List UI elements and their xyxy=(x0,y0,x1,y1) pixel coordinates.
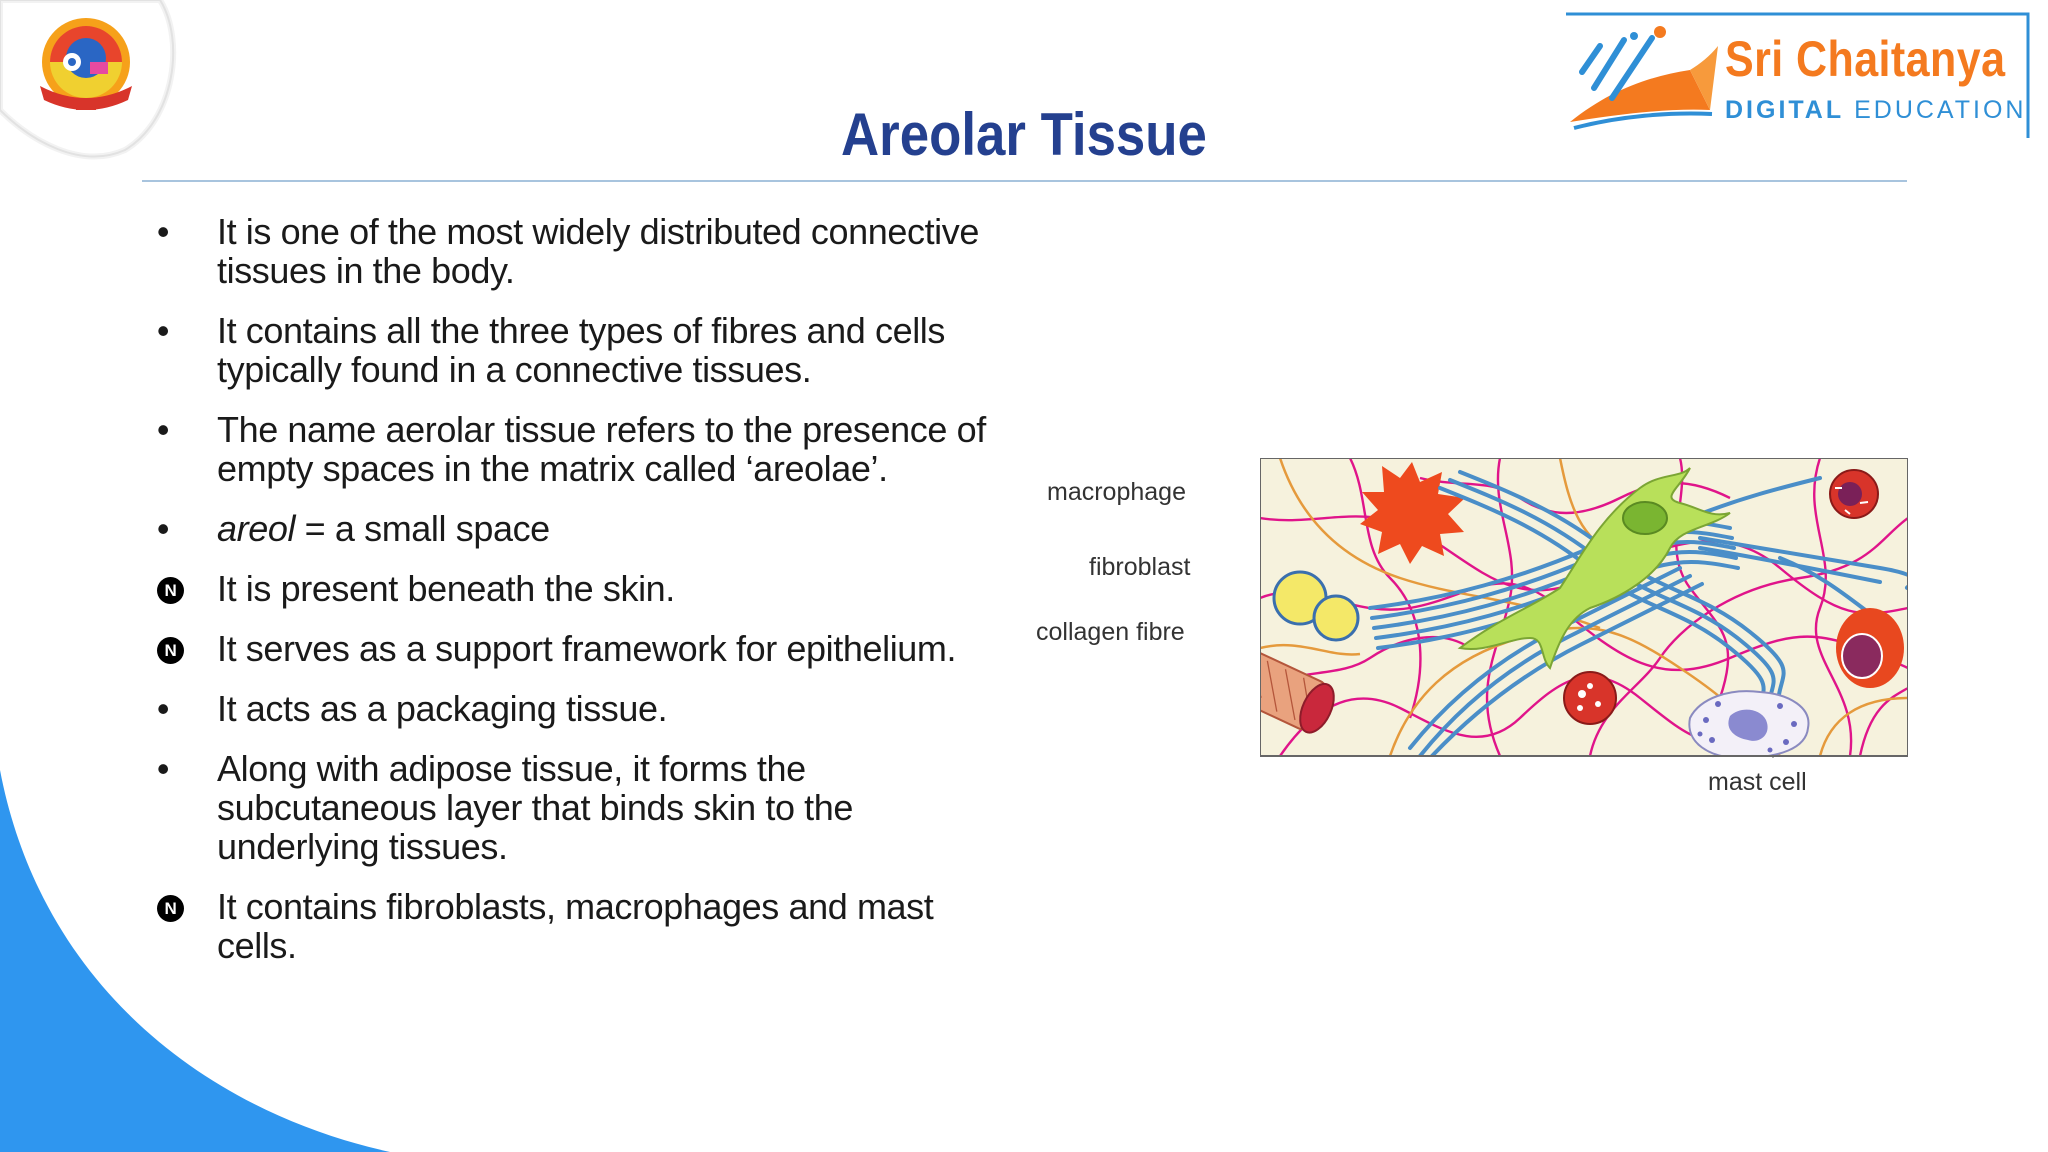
n-circle-icon: N xyxy=(157,895,184,922)
page-title: Areolar Tissue xyxy=(841,101,1207,168)
bullet-dot-icon: • xyxy=(156,688,170,729)
list-item: • The name aerolar tissue refers to the presence of empty spaces in the matrix called ‘areolae’. xyxy=(148,410,1018,488)
brand-name: Sri Chaitanya xyxy=(1725,31,2006,87)
list-item: • It contains all the three types of fibres and cells typically found in a connective tissues. xyxy=(148,311,1018,389)
bullet-dot-icon: • xyxy=(156,310,170,351)
bullet-dot-icon: • xyxy=(156,211,170,252)
areolar-tissue-diagram xyxy=(1260,458,1908,758)
bullet-dot-icon: • xyxy=(156,508,170,549)
label-mast-cell: mast cell xyxy=(1708,768,1807,796)
bullet-dot-icon: • xyxy=(156,409,170,450)
bullet-dot-icon: • xyxy=(156,748,170,789)
brand-subtitle: DIGITAL EDUCATION xyxy=(1725,96,2027,124)
list-item: • It acts as a packaging tissue. xyxy=(148,689,1018,728)
list-item: N It serves as a support framework for epithelium. xyxy=(148,629,1018,668)
bullet-list xyxy=(148,212,1018,986)
list-item: • areol = a small space xyxy=(148,509,1018,548)
list-item: • Along with adipose tissue, it forms the subcutaneous layer that binds skin to the underlying tissues. xyxy=(148,749,1018,866)
list-item: N It contains fibroblasts, macrophages and mast cells. xyxy=(148,887,1018,965)
label-collagen-fibre: collagen fibre xyxy=(1036,618,1185,646)
list-item: • It is one of the most widely distributed connective tissues in the body. xyxy=(148,212,1018,290)
title-divider xyxy=(142,180,1907,182)
list-item: N It is present beneath the skin. xyxy=(148,569,1018,608)
n-circle-icon: N xyxy=(157,637,184,664)
n-circle-icon: N xyxy=(157,577,184,604)
label-macrophage: macrophage xyxy=(1047,478,1186,506)
label-fibroblast: fibroblast xyxy=(1089,553,1191,581)
